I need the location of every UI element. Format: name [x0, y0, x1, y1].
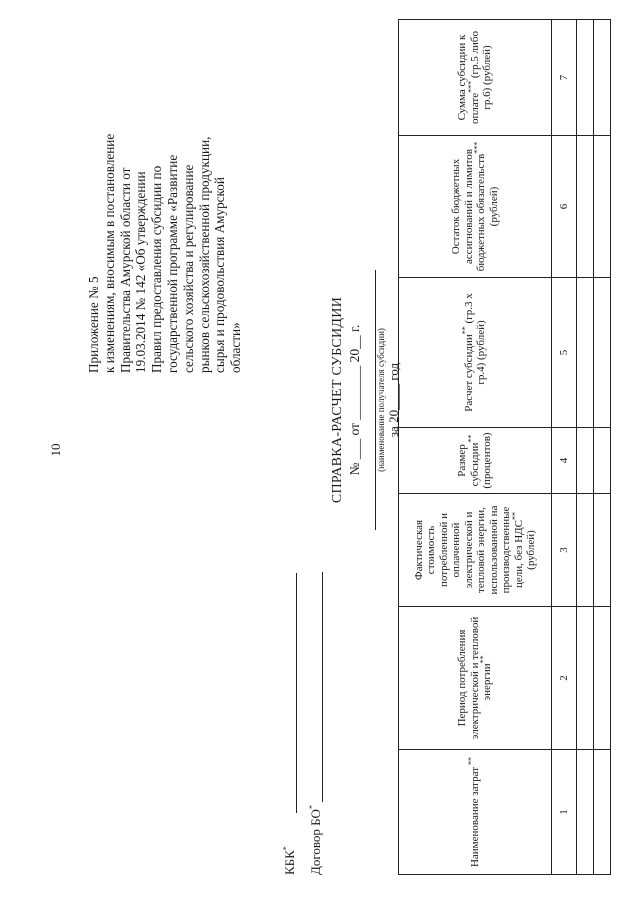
dogovor-text: Договор БО [308, 809, 323, 875]
annex-line: 19.03.2014 № 142 «Об утверждении [133, 171, 149, 373]
dogovor-footnote-mark: * [307, 805, 317, 810]
annex-line: к изменениям, вносимым в постановление [101, 133, 117, 373]
column-number: 7 [552, 20, 577, 136]
table-header-row [399, 20, 552, 875]
annex-line: рынков сельскохозяйственной продукции, [196, 136, 212, 373]
header-cell: Размер субсидии** (процентов) [399, 428, 552, 494]
annex-line: Правительства Амурской области от [117, 167, 133, 373]
header-cell: Расчет субсидии** (гр.3 х гр.4) (рублей) [399, 278, 552, 428]
column-number: 3 [552, 494, 577, 607]
document-title: СПРАВКА-РАСЧЕТ СУБСИДИИ [330, 296, 345, 504]
annex-line: Приложение № 5 [86, 276, 101, 373]
title-block [330, 235, 402, 565]
annex-line: сырья и продовольствия Амурской [212, 177, 228, 373]
subsidy-calculation-table [398, 19, 611, 875]
column-number: 6 [552, 136, 577, 278]
table-cell[interactable] [577, 278, 594, 428]
recipient-hint: (наименование получателя субсидии) [376, 328, 386, 472]
kbk-fill-line[interactable] [296, 573, 297, 813]
annex-line: Правил предоставления субсидии по [149, 165, 165, 373]
number-date-line: № ___ от ________ 20__ г. [347, 324, 362, 476]
table-cell[interactable] [594, 494, 611, 607]
table-cell[interactable] [577, 750, 594, 875]
table-cell[interactable] [594, 428, 611, 494]
dogovor-fill-line[interactable] [322, 572, 323, 802]
table-cell[interactable] [594, 20, 611, 136]
column-number: 4 [552, 428, 577, 494]
column-number: 5 [552, 278, 577, 428]
annex-line: государственной программе «Развитие [164, 154, 180, 373]
table-cell[interactable] [594, 136, 611, 278]
column-number: 2 [552, 607, 577, 750]
table-cell[interactable] [577, 607, 594, 750]
column-number: 1 [552, 750, 577, 875]
header-cell: Фактическая стоимость потребленной и оплаченной электрической и тепловой энергии, использованной на производственные цели, без НДС** (рублей) [399, 494, 552, 607]
annex-line: сельского хозяйства и регулирование [180, 164, 196, 373]
table-row [577, 20, 594, 875]
table-cell[interactable] [577, 136, 594, 278]
header-cell: Остаток бюджетных ассигнований и лимитов бюджетных обязательств*** (рублей) [399, 136, 552, 278]
kbk-footnote-mark: * [281, 846, 291, 851]
header-cell: Период потребления электрической и тепловой энергии** [399, 607, 552, 750]
page-number: 10 [48, 443, 63, 457]
kbk-text: КБК [282, 850, 297, 875]
table-row [594, 20, 611, 875]
table-cell[interactable] [577, 494, 594, 607]
dogovor-label [308, 805, 324, 875]
table-cell[interactable] [594, 278, 611, 428]
annex-line: области» [228, 322, 244, 373]
header-cell: Наименование затрат ** [399, 750, 552, 875]
table-cell[interactable] [594, 607, 611, 750]
table-cell[interactable] [577, 428, 594, 494]
header-cell: Сумма субсидии к оплате*** (гр.5 либо гр.6) (рублей) [399, 20, 552, 136]
table-cell[interactable] [594, 750, 611, 875]
column-number-row [552, 20, 577, 875]
annex-header [86, 28, 244, 373]
year-line: за 20____ год [386, 362, 401, 438]
kbk-label [282, 846, 298, 875]
table-cell[interactable] [577, 20, 594, 136]
